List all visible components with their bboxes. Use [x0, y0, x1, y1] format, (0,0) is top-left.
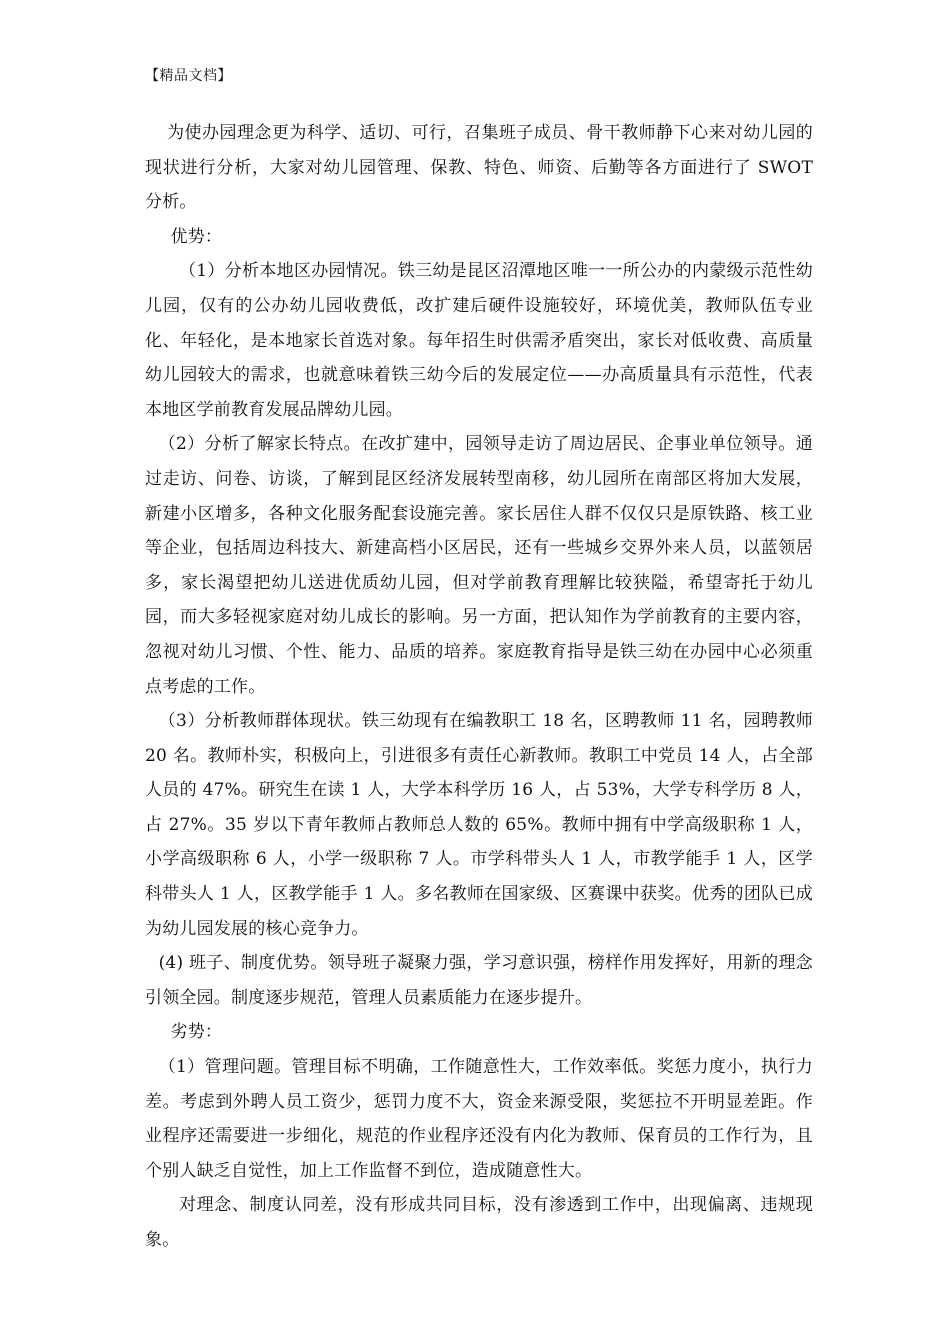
intro-paragraph: 为使办园理念更为科学、适切、可行，召集班子成员、骨干教师静下心来对幼儿园的现状进行分析，大家对幼儿园管理、保教、特色、师资、后勤等各方面进行了 SWOT 分析。	[145, 123, 813, 213]
weaknesses-heading: 劣势：	[170, 1022, 223, 1043]
document-body	[145, 116, 813, 1258]
strength-paragraph-3: （3）分析教师群体现状。铁三幼现有在编教职工 18 名，区聘教师 11 名，园聘教师 20 名。教师朴实，积极向上，引进很多有责任心新教师。教职工中党员 14 人，占全部人员的 47%。研究生在读 1 人，大学本科学历 16 人，占 53%，大学专科学历 8 人，占 27%。35 岁以下青年教师占教师总人数的 65%。教师中拥有中学高级职称 1 人，小学高级职称 6 人，小学一级职称 7 人。市学科带头人 1 人，市教学能手 1 人，区学科带头人 1 人，区教学能手 1 人。多名教师在国家级、区赛课中获奖。优秀的团队已成为幼儿园发展的核心竞争力。	[145, 711, 813, 939]
weakness-paragraph-1: （1）管理问题。管理目标不明确，工作随意性大，工作效率低。奖惩力度小，执行力差。考虑到外聘人员工资少，惩罚力度不大，资金来源受限，奖惩拉不开明显差距。作业程序还需要进一步细化，规范的作业程序还没有内化为教师、保育员的工作行为，且个别人缺乏自觉性，加上工作监督不到位，造成随意性大。	[145, 1057, 813, 1181]
strengths-heading: 优势：	[170, 226, 223, 247]
strength-paragraph-2: （2）分析了解家长特点。在改扩建中，园领导走访了周边居民、企事业单位领导。通过走访、问卷、访谈，了解到昆区经济发展转型南移，幼儿园所在南部区将加大发展，新建小区增多，各种文化服务配套设施完善。家长居住人群不仅仅只是原铁路、核工业等企业，包括周边科技大、新建高档小区居民，还有一些城乡交界外来人员，以蓝领居多，家长渴望把幼儿送进优质幼儿园，但对学前教育理解比较狭隘，希望寄托于幼儿园，而大多轻视家庭对幼儿成长的影响。另一方面，把认知作为学前教育的主要内容，忽视对幼儿习惯、个性、能力、品质的培养。家庭教育指导是铁三幼在办园中心必须重点考虑的工作。	[145, 434, 813, 697]
document-tag: 【精品文档】	[145, 68, 232, 84]
strength-paragraph-4: (4) 班子、制度优势。领导班子凝聚力强，学习意识强，榜样作用发挥好，用新的理念引领全园。制度逐步规范，管理人员素质能力在逐步提升。	[145, 953, 813, 1008]
weakness-paragraph-1b: 对理念、制度认同差，没有形成共同目标，没有渗透到工作中，出现偏离、违规现象。	[145, 1195, 813, 1250]
strength-paragraph-1: （1）分析本地区办园情况。铁三幼是昆区沼潭地区唯一一所公办的内蒙级示范性幼儿园，仅有的公办幼儿园收费低，改扩建后硬件设施较好，环境优美，教师队伍专业化、年轻化，是本地家长首选对象。每年招生时供需矛盾突出，家长对低收费、高质量幼儿园较大的需求，也就意味着铁三幼今后的发展定位——办高质量具有示范性，代表本地区学前教育发展品牌幼儿园。	[145, 261, 813, 420]
